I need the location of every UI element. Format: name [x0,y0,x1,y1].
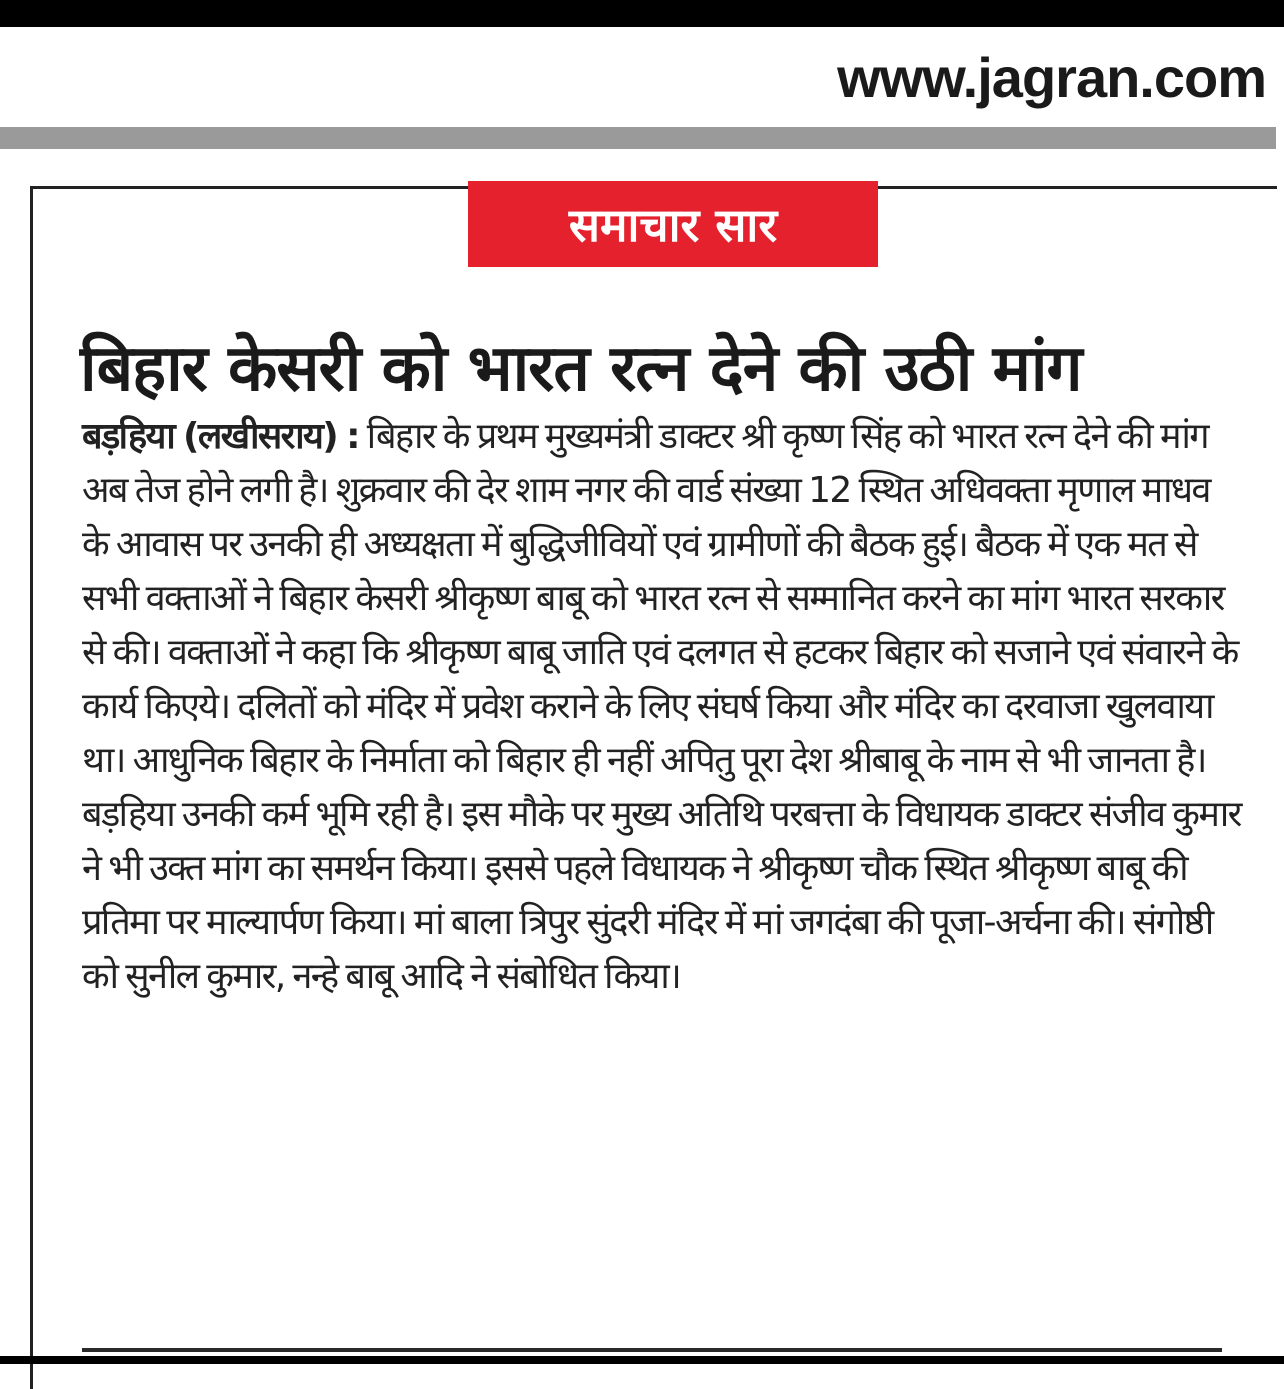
article-body-text: बिहार के प्रथम मुख्यमंत्री डाक्टर श्री कृष्ण सिंह को भारत रत्न देने की मांग अब तेज होने लगी है। शुक्रवार की देर शाम नगर की वार्ड संख्या 12 स्थित अधिवक्ता मृणाल माधव के आवास पर उनकी ही अध्यक्षता में बुद्धिजीवियों एवं ग्रामीणों की बैठक हुई। बैठक में एक मत से सभी वक्ताओं ने बिहार केसरी श्रीकृष्ण बाबू को भारत रत्न से सम्मानित करने का मांग भारत सरकार से की। वक्ताओं ने कहा कि श्रीकृष्ण बाबू जाति एवं दलगत से हटकर बिहार को सजाने एवं संवारने के कार्य किएये। दलितों को मंदिर में प्रवेश कराने के लिए संघर्ष किया और मंदिर का दरवाजा खुलवाया था। आधुनिक बिहार के निर्माता को बिहार ही नहीं अपितु पूरा देश श्रीबाबू के नाम से भी जानता है। बड़हिया उनकी कर्म भूमि रही है। इस मौके पर मुख्य अतिथि परबत्ता के विधायक डाक्टर संजीव कुमार ने भी उक्त मांग का समर्थन किया। इससे पहले विधायक ने श्रीकृष्ण चौक स्थित श्रीकृष्ण बाबू की प्रतिमा पर माल्यार्पण किया। मां बाला त्रिपुर सुंदरी मंदिर में मां जगदंबा की पूजा-अर्चना की। संगोष्ठी को सुनील कुमार, नन्हे बाबू आदि ने संबोधित किया। [82,416,1241,997]
article-bottom-rule [82,1348,1222,1352]
article-headline: बिहार केसरी को भारत रत्न देने की उठी मांग [80,331,1082,406]
header-divider [0,127,1276,149]
section-tag-label: समाचार सार [568,198,778,252]
top-black-bar [0,0,1284,27]
section-tag [468,181,878,267]
bottom-black-bar [0,1356,1284,1364]
article-body [82,410,1242,1004]
site-url: www.jagran.com [837,46,1266,109]
article-dateline: बड़हिया (लखीसराय) : [82,416,359,457]
